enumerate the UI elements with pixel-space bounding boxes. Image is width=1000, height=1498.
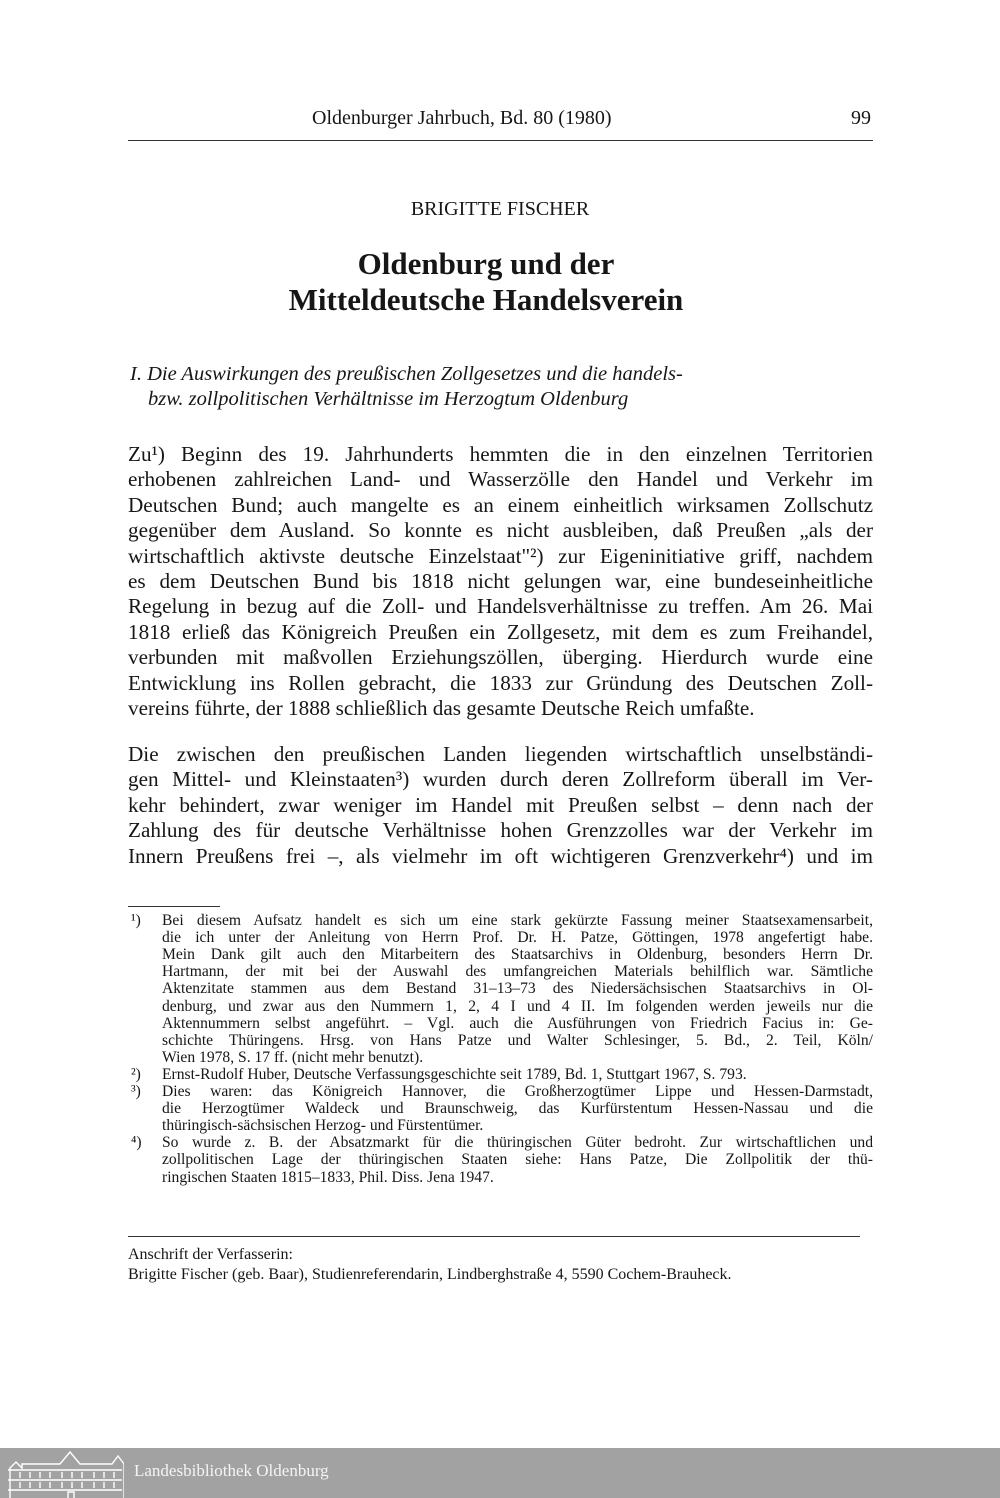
footnote-line: Bei diesem Aufsatz handelt es sich um eine stark gekürzte Fassung meiner Staatsexamensarbeit, xyxy=(162,912,873,929)
running-header-title: Oldenburger Jahrbuch, Bd. 80 (1980) xyxy=(312,107,612,129)
body-line: gen Mittel- und Kleinstaaten³) wurden durch deren Zollreform überall im Ver- xyxy=(128,767,873,792)
title-line: Mitteldeutsche Handelsverein xyxy=(288,282,684,317)
footnote-line: Hartmann, der mit bei der Auswahl des umfangreichen Materials behilflich war. Sämtliche xyxy=(162,963,873,981)
section-heading xyxy=(130,362,683,412)
footnote-line: Wien 1978, S. 17 ff. (nicht mehr benutzt). xyxy=(162,1048,424,1066)
footnote-line: zollpolitischen Lage der thüringischen Staaten siehe: Hans Patze, Die Zollpolitik der thü- xyxy=(162,1151,873,1169)
footnote-line: ringischen Staaten 1815–1833, Phil. Diss. Jena 1947. xyxy=(162,1168,494,1186)
footnote-line: Ernst-Rudolf Huber, Deutsche Verfassungsgeschichte seit 1789, Bd. 1, Stuttgart 1967, S. 793. xyxy=(162,1065,747,1083)
section-heading-line: bzw. zollpolitischen Verhältnisse im Herzogtum Oldenburg xyxy=(148,388,629,410)
footnote-line: thüringisch-sächsischen Herzog- und Fürstentümer. xyxy=(162,1117,484,1135)
body-line: Innern Preußens frei –, als vielmehr im oft wichtigeren Grenzverkehr⁴) und im xyxy=(128,843,873,868)
footnote-rule xyxy=(128,906,220,907)
footnote-marker: ²) xyxy=(131,1065,141,1083)
body-line: vereins führte, der 1888 schließlich das gesamte Deutsche Reich umfaßte. xyxy=(128,696,755,720)
address-text: Brigitte Fischer (geb. Baar), Studienreferendarin, Lindberghstraße 4, 5590 Cochem-Brauheck. xyxy=(128,1266,732,1283)
footnote-line: Aktennummern selbst angeführt. – Vgl. auch die Ausführungen von Friedrich Facius in: Ge- xyxy=(162,1014,873,1032)
body-line: Deutschen Bund; auch mangelte es an einem einheitlich wirksamen Zollschutz xyxy=(128,492,873,517)
footnote-line: So wurde z. B. der Absatzmarkt für die thüringischen Güter bedroht. Zur wirtschaftlichen und xyxy=(162,1134,873,1152)
footnote-line: schichte Thüringens. Hrsg. von Hans Patze und Walter Schlesinger, 5. Bd., 2. Teil, Köln/ xyxy=(162,1031,873,1049)
footnote-line: Dies waren: das Königreich Hannover, die Großherzogtümer Lippe und Hessen-Darmstadt, xyxy=(162,1083,873,1100)
address-rule xyxy=(128,1236,860,1237)
author-name: BRIGITTE FISCHER xyxy=(410,198,590,220)
body-line: Entwicklung ins Rollen gebracht, die 1833 zur Gründung des Deutschen Zoll- xyxy=(128,670,873,695)
body-line: kehr behindert, zwar weniger im Handel mit Preußen selbst – denn nach der xyxy=(128,792,873,817)
footnote-line: die Herzogtümer Waldeck und Braunschweig, das Kurfürstentum Hessen-Nassau und die xyxy=(162,1100,873,1118)
footnote-line: die ich unter der Anleitung von Herrn Prof. Dr. H. Patze, Göttingen, 1978 angefertigt habe. xyxy=(162,929,873,947)
footnote-marker: ³) xyxy=(131,1083,141,1100)
footnote-marker: ¹) xyxy=(131,912,141,929)
footnote-line: Mein Dank gilt auch den Mitarbeitern des Staatsarchivs in Oldenburg, besonders Herrn Dr. xyxy=(162,946,873,964)
body-line: gegenüber dem Ausland. So konnte es nicht ausbleiben, daß Preußen „als der xyxy=(128,518,873,543)
body-line: Regelung in bezug auf die Zoll- und Handelsverhältnisse zu treffen. Am 26. Mai xyxy=(128,594,873,619)
address-label: Anschrift der Verfasserin: xyxy=(128,1246,293,1263)
library-building-icon xyxy=(6,1450,124,1498)
body-line: wirtschaftlich aktivste deutsche Einzelstaat"²) zur Eigeninitiative griff, nachdem xyxy=(128,543,873,568)
footnote-line: Aktenzitate stammen aus dem Bestand 31–13–73 des Niedersächsischen Staatsarchivs in Ol- xyxy=(162,980,873,998)
section-heading-line: I. Die Auswirkungen des preußischen Zollgesetzes und die handels- xyxy=(130,363,683,385)
body-line: Die zwischen den preußischen Landen liegenden wirtschaftlich unselbständi- xyxy=(128,742,873,766)
footnote-line: denburg, und zwar aus den Nummern 1, 2, 4 I und 4 II. Im folgenden werden jeweils nur die xyxy=(162,997,873,1015)
article-title xyxy=(0,246,972,318)
title-line: Oldenburg und der xyxy=(357,246,615,281)
footnote-marker: ⁴) xyxy=(131,1134,142,1152)
body-line: Zahlung des für deutsche Verhältnisse hohen Grenzzolles war der Verkehr im xyxy=(128,818,873,843)
body-line: Zu¹) Beginn des 19. Jahrhunderts hemmten die in den einzelnen Territorien xyxy=(128,442,873,466)
page-number: 99 xyxy=(851,107,871,129)
library-footer-bar xyxy=(0,1448,1000,1498)
header-rule xyxy=(128,140,873,141)
body-line: erhobenen zahlreichen Land- und Wasserzölle den Handel und Verkehr im xyxy=(128,467,873,492)
body-line: verbunden mit maßvollen Erziehungszöllen, überging. Hierdurch wurde eine xyxy=(128,645,873,670)
library-name: Landesbibliothek Oldenburg xyxy=(134,1461,329,1480)
body-line: 1818 erließ das Königreich Preußen ein Zollgesetz, mit dem es zum Freihandel, xyxy=(128,619,873,644)
body-line: es dem Deutschen Bund bis 1818 nicht gelungen war, eine bundeseinheitliche xyxy=(128,569,873,593)
